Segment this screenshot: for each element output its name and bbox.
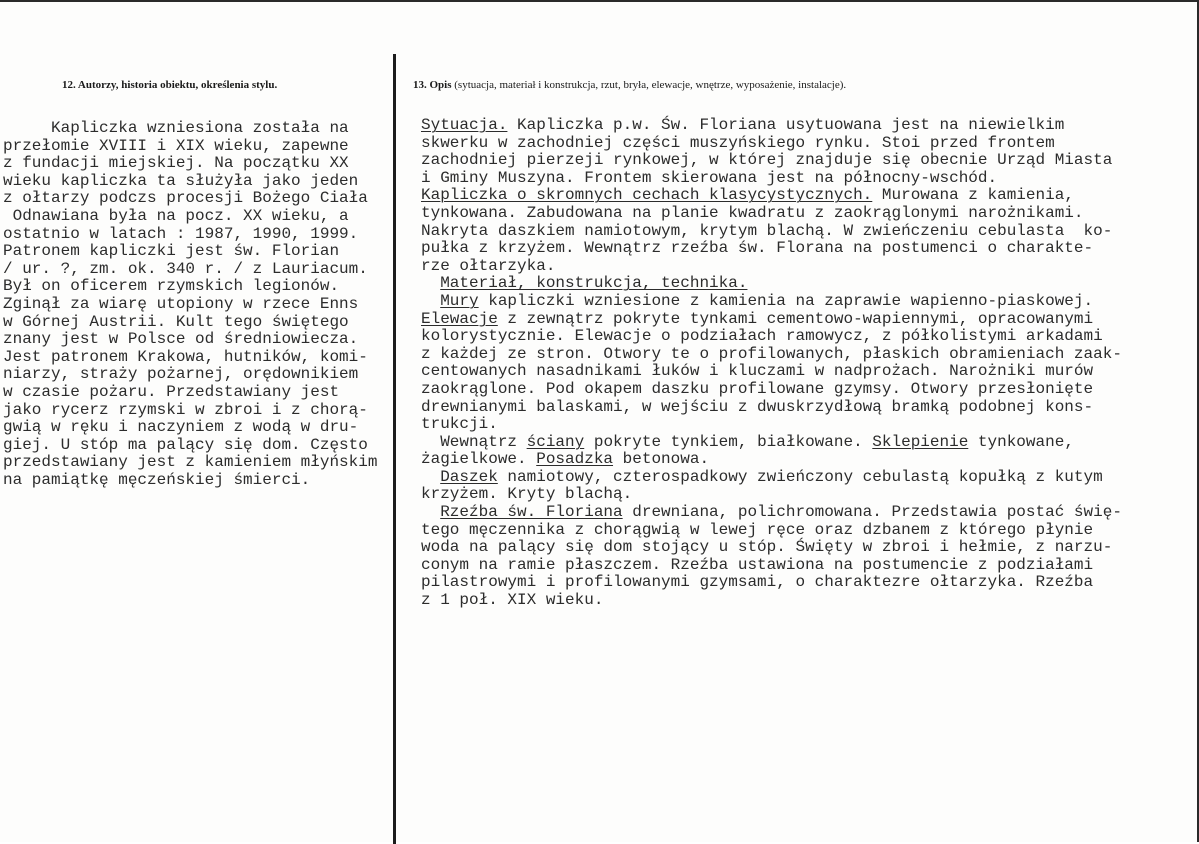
text-segment: pułka z krzyżem. Wewnątrz rzeźba św. Florana na postumenci o charakte- [421,239,1094,258]
underlined-term: Sytuacja. [421,116,508,134]
description-line [421,258,1122,276]
text-segment: z zewnątrz pokryte tynkami cementowo-wapiennymi, opracowanymi [497,309,1094,328]
description-line [421,311,1122,329]
history-line: ostatnio w latach : 1987, 1990, 1999. [3,224,359,243]
underlined-term: Rzeźba św. Floriana [440,503,623,522]
history-line: / ur. ?, zm. ok. 340 r. / z Lauriacum. [3,259,368,278]
history-line: niarzy, straży pożarnej, orędownikiem [3,365,359,384]
underlined-term: Mury [440,291,479,310]
text-segment: skwerku w zachodniej części muszyńskiego rynku. Stoi przed frontem [421,133,1055,152]
description-line [421,486,1122,504]
description-line [421,381,1122,399]
history-line: Kapliczka wzniesiona została na [3,119,349,137]
text-segment: i Gminy Muszyna. Frontem skierowana jest na północny-wschód. [421,168,998,187]
underlined-term: Materiał, konstrukcja, technika. [440,274,748,293]
history-line: na pamiątkę męczeńskiej śmierci. [3,470,311,489]
text-segment: namiotowy, czterospadkowy zwieńczony cebulastą kopułką z kutym [497,467,1103,486]
description-line [421,557,1122,575]
text-segment [421,468,440,486]
history-line: gwią w ręku i naczyniem z wodą w dru- [3,418,359,437]
history-line: z fundacji miejskiej. Na początku XX [3,154,349,173]
description-line [421,451,1122,469]
text-segment: rze ołtarzyka. [421,256,556,275]
text-segment: z każdej ze stron. Otwory te o profilowanych, płaskich obramieniach zaak- [421,344,1122,363]
history-text [3,120,377,489]
text-segment: conym na ramie płaszczem. Rzeźba ustawiona na postumencie z podziałami [421,555,1094,574]
text-segment [421,292,440,310]
history-line: z ołtarzy podczs procesji Bożego Ciała [3,189,368,208]
text-segment: kolorystycznie. Elewacje o podziałach ramowycz, z półkolistymi arkadami [421,327,1103,346]
description-line [421,416,1122,434]
text-segment: drewniana, polichromowana. Przedstawia postać świę- [622,503,1122,522]
text-segment: woda na palący się dom stojący u stóp. Święty w zbroi i hełmie, z narzu- [421,538,1113,557]
underlined-term: Posadzka [536,450,614,469]
text-segment: drewnianymi balaskami, w wejściu z dwuskrzydłową bramką podobnej kons- [421,397,1094,416]
text-segment [421,503,440,521]
text-segment: betonowa. [613,450,710,469]
description-line [421,223,1122,241]
text-segment: tynkowana. Zabudowana na planie kwadratu z zaokrąglonymi narożnikami. [421,203,1084,222]
history-line: wieku kapliczka ta służyła jako jeden [3,171,359,190]
text-segment: pokryte tynkiem, białkowane. [584,432,873,451]
text-segment: zachodniej pierzeji rynkowej, w której znajduje się obecnie Urząd Miasta [421,151,1113,170]
history-line: w Górnej Austrii. Kult tego świętego [3,312,349,331]
description-line [421,293,1122,311]
text-segment: centowanych nasadnikami łuków i kluczami w nadprożach. Narożniki murów [421,362,1094,381]
history-line: giej. U stóp ma palący się dom. Często [3,435,368,454]
text-segment: pilastrowymi i profilowanymi gzymsami, o charaktezre ołtarzyka. Rzeźba [421,573,1094,592]
description-line [421,152,1122,170]
history-line: przełomie XVIII i XIX wieku, zapewne [3,136,349,155]
section-12-heading: 12. Autorzy, historia obiektu, określenia stylu. [62,79,278,91]
description-text [421,117,1122,610]
description-line [421,346,1122,364]
description-line [421,328,1122,346]
underlined-term: ściany [526,432,585,451]
history-line: Zginął za wiarę utopiony w rzece Enns [3,294,359,313]
description-line [421,469,1122,487]
history-line: znany jest w Polsce od średniowiecza. [3,330,359,349]
description-line [421,434,1122,452]
underlined-term: Elewacje [421,309,498,328]
section-13-heading-main: 13. Opis [413,79,452,91]
text-segment: Kapliczka p.w. Św. Floriana usytuowana jest na niewielkim [507,116,1065,134]
description-line [421,205,1122,223]
history-line: jako rycerz rzymski w zbroi i z chorą- [3,400,368,419]
column-divider [393,54,396,844]
text-segment: tynkowane, [968,432,1074,451]
history-line: Jest patronem Krakowa, hutników, komi- [3,347,368,366]
description-line [421,363,1122,381]
text-segment: tego męczennika z chorągwią w lewej ręce oraz dzbanem z którego płynie [421,520,1094,539]
description-line [421,574,1122,592]
text-segment: trukcji. [421,415,498,434]
underlined-term: Sklepienie [872,432,969,451]
text-segment: Nakryta daszkiem namiotowym, krytym blachą. W zwieńczeniu cebulasta ko- [421,221,1113,240]
text-segment: kapliczki wzniesione z kamienia na zaprawie wapienno-piaskowej. [478,291,1094,310]
text-segment: z 1 poł. XIX wieku. [421,591,604,610]
text-segment: Murowana z kamienia, [872,186,1074,205]
history-line: przedstawiany jest z kamieniem młyńskim [3,453,378,472]
description-line [421,240,1122,258]
history-line: Patronem kapliczki jest św. Florian [3,242,340,261]
text-segment [421,274,440,292]
text-segment: zaokrąglone. Pod okapem daszku profilowane gzymsy. Otwory przesłonięte [421,379,1094,398]
description-line [421,504,1122,522]
description-line [421,117,1122,135]
text-segment: Wewnątrz [421,432,527,451]
description-line [421,539,1122,557]
description-line [421,275,1122,293]
underlined-term: Kapliczka o skromnych cechach klasycystycznych. [421,186,873,205]
description-line [421,187,1122,205]
history-line: Był on oficerem rzymskich legionów. [3,277,340,296]
description-line [421,135,1122,153]
section-13-heading [413,79,846,91]
description-line [421,592,1122,610]
description-line [421,522,1122,540]
history-line: w czasie pożaru. Przedstawiany jest [3,382,340,401]
underlined-term: Daszek [440,467,498,486]
section-13-heading-sub: (sytuacja, materiał i konstrukcja, rzut, bryła, elewacje, wnętrze, wyposażenie, instalacje). [451,79,847,91]
history-line: Odnawiana była na pocz. XX wieku, a [3,206,349,225]
description-line [421,399,1122,417]
text-segment: żagielkowe. [421,450,537,469]
description-line [421,170,1122,188]
text-segment: krzyżem. Kryty blachą. [421,485,633,504]
